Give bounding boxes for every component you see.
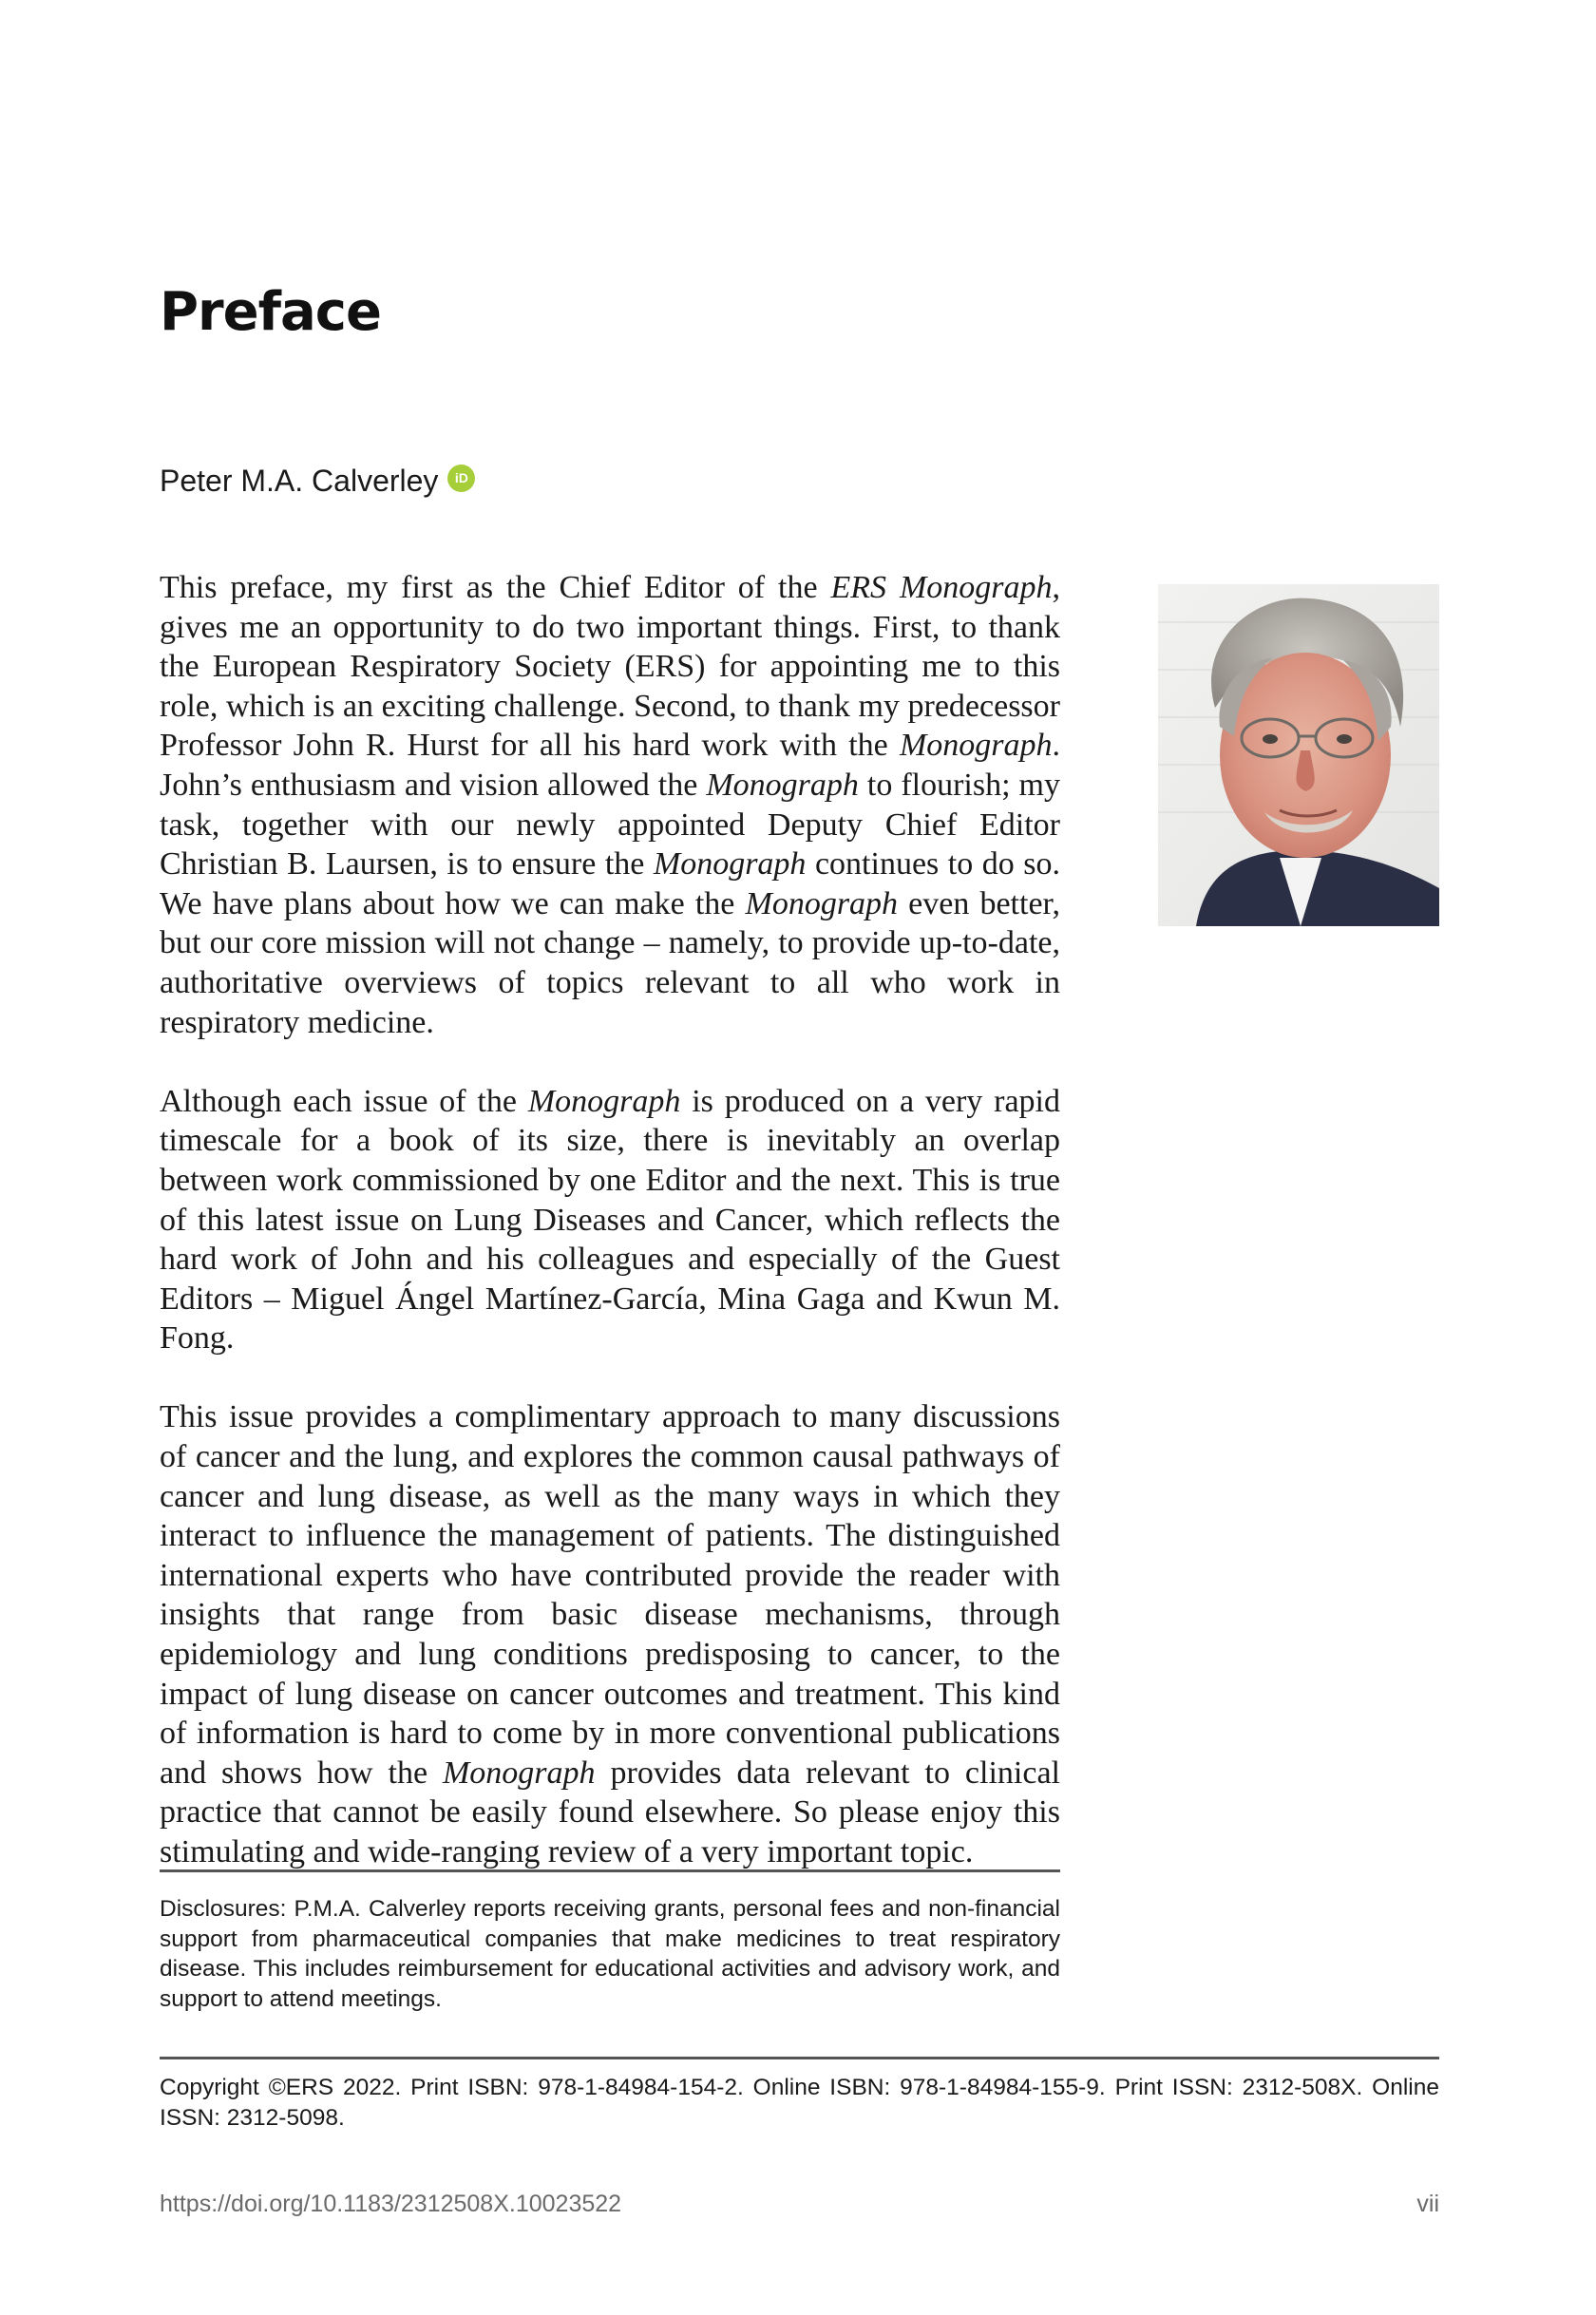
orcid-icon[interactable]: iD [447, 465, 475, 492]
text-run: provides data relevant to clinical practice that cannot be easily found elsewhere. So please enjoy this stimulating and wide-ranging review of a very important topic. [160, 1755, 1060, 1869]
preface-body [160, 568, 1060, 1911]
text-run: This preface, my first as the Chief Editor of the [160, 570, 831, 605]
author-name: Peter M.A. Calverley [160, 464, 439, 498]
disclosure-divider [160, 1869, 1060, 1872]
text-run: even better, but our core mission will not change – namely, to provide up-to-date, authoritative overviews of topics relevant to all who work in respiratory medicine. [160, 885, 1061, 1040]
author-portrait-photo [1158, 584, 1439, 926]
text-run: This issue provides a complimentary approach to many discussions of cancer and the lung, and explores the common causal pathways of cancer and lung disease, as well as the many ways in which they interact to influence the management of patients. The distinguished international experts who have contributed provide the reader with insights that range from basic disease mechanisms, through epidemiology and lung conditions predisposing to cancer, to the impact of lung disease on cancer outcomes and treatment. This kind of information is hard to come by in more conventional publications and shows how the [160, 1399, 1060, 1791]
text-run: . John’s enthusiasm and vision allowed the [160, 728, 1060, 803]
author-line [160, 464, 475, 499]
text-run: continues to do so. We have plans about how we can make the [160, 846, 1060, 921]
text-run: is produced on a very rapid timescale for a book of its size, there is inevitably an overlap between work commissioned by one Editor and the next. This is true of this latest issue on Lung Diseases and Cancer, which reflects the hard work of John and his colleagues and especially of the Guest Editors – Miguel Ángel Martínez-García, Mina Gaga and Kwun M. Fong. [160, 1083, 1060, 1357]
copyright-divider [160, 2057, 1439, 2059]
italic-run: Monograph [527, 1083, 681, 1119]
italic-run: Monograph [442, 1755, 596, 1791]
page-title: Preface [160, 281, 381, 343]
doi-link[interactable]: https://doi.org/10.1183/2312508X.10023522 [160, 2191, 622, 2217]
italic-run: Monograph [706, 767, 859, 803]
text-run: to flourish; my task, together with our newly appointed Deputy Chief Editor Christian B. Laursen, is to ensure the [160, 767, 1060, 882]
paragraph [160, 1397, 1060, 1871]
text-run: Although each issue of the [160, 1083, 528, 1119]
page-number: vii [1416, 2191, 1439, 2217]
text-run: , gives me an opportunity to do two important things. First, to thank the European Respiratory Society (ERS) for appointing me to this role, which is an exciting challenge. Second, to thank my predecessor Professor John R. Hurst for all his hard work with the [160, 570, 1060, 764]
italic-run: ERS Monograph [830, 570, 1053, 605]
paragraph [160, 1082, 1060, 1358]
paragraph [160, 568, 1060, 1042]
copyright-text: Copyright ©ERS 2022. Print ISBN: 978-1-84984-154-2. Online ISBN: 978-1-84984-155-9. Print ISSN: 2312-508X. Online ISSN: 2312-5098. [160, 2075, 1439, 2131]
italic-run: Monograph [653, 846, 807, 882]
disclosure-text: Disclosures: P.M.A. Calverley reports receiving grants, personal fees and non-financial support from pharmaceutical companies that make medicines to treat respiratory disease. This includes reimbursement for educational activities and advisory work, and support to attend meetings. [160, 1896, 1060, 2012]
italic-run: Monograph [899, 728, 1053, 764]
italic-run: Monograph [745, 885, 899, 921]
